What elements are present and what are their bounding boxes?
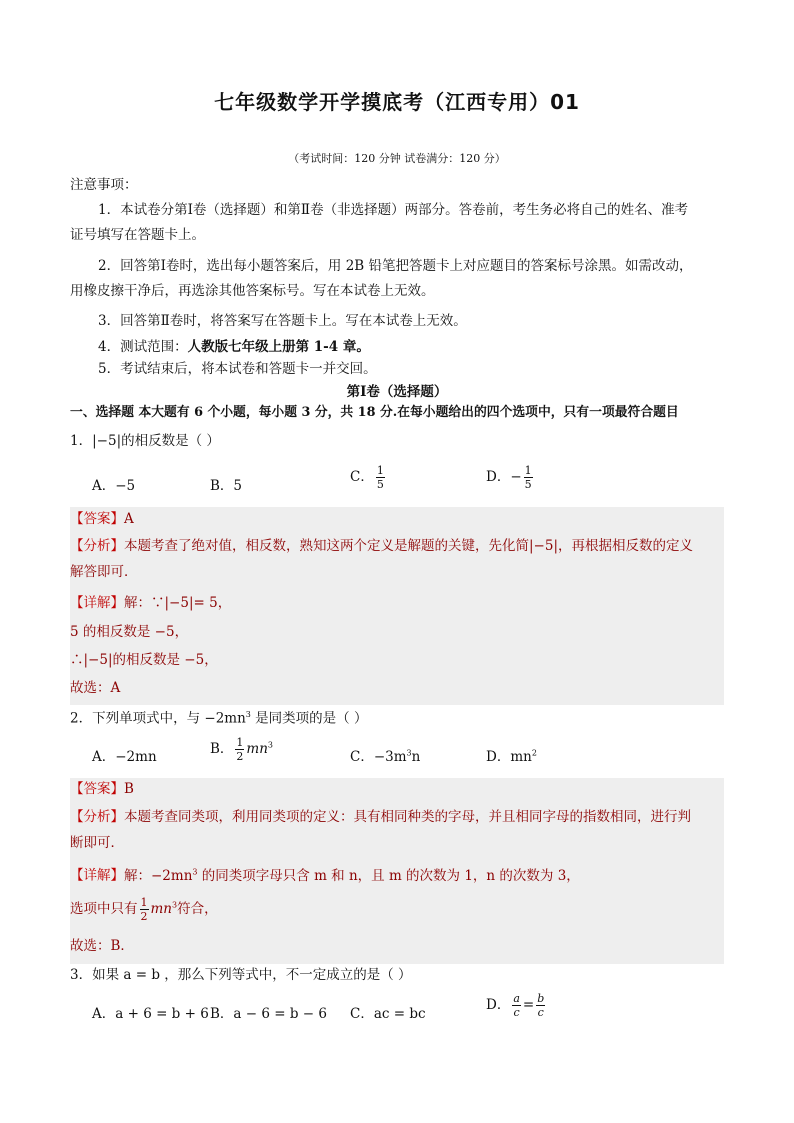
q3-option-c: C．ac = bc (350, 1006, 426, 1022)
q2-detail-fraction: $\frac{1}{2}$ (140, 896, 148, 923)
q1-option-d: D．− $\frac{1}{5}$ (486, 464, 532, 491)
q1-option-a: A．−5 (92, 478, 136, 494)
section-instruction: 一、选择题 本大题有 6 个小题，每小题 3 分，共 18 分.在每小题给出的四个选项中，只有一项最符合题目 (70, 405, 679, 420)
q1-analysis: 【分析】本题考查了绝对值，相反数，熟知这两个定义是解题的关键，先化简|−5|，再根据相反数的定义 (70, 538, 693, 554)
q1-detail-line-3: ∴|−5|的相反数是 −5， (70, 652, 218, 668)
q1-analysis-cont: 解答即可． (70, 564, 138, 580)
q1-detail: 【详解】解：∵|−5|= 5， (70, 595, 232, 611)
q1-detail-line-2: 5 的相反数是 −5， (70, 624, 189, 640)
notice-item-4-label: 4．测试范围： (98, 339, 188, 355)
q2-answer: 【答案】B (70, 781, 134, 797)
q2-option-a: A．−2mn (92, 749, 157, 765)
q2-option-b: B． $\frac{1}{2}$ $mn^3$ (210, 736, 274, 763)
notice-item-4 (70, 338, 370, 356)
q3-option-b: B．a − 6 = b − 6 (210, 1006, 327, 1022)
q2-option-d: D．$mn^2$ (486, 748, 537, 765)
q1-option-c: C． $\frac{1}{5}$ (350, 464, 384, 491)
question-3-stem: 3．如果 a = b ，那么下列等式中，不一定成立的是（ ） (70, 967, 412, 983)
q3-option-d: D． $\frac{a}{c}$ = $\frac{b}{c}$ (486, 992, 545, 1019)
q2-analysis-cont: 断即可． (70, 835, 124, 851)
q1-detail-line-4: 故选：A (70, 680, 121, 696)
question-1-stem: 1．|−5|的相反数是（ ） (70, 433, 220, 449)
notice-item-1: 1．本试卷分第Ⅰ卷（选择题）和第Ⅱ卷（非选择题）两部分。答卷前，考生务必将自己的姓名、准考 (98, 202, 689, 218)
notice-heading: 注意事项： (70, 177, 138, 193)
q2-option-b-fraction: $\frac{1}{2}$ (236, 736, 244, 763)
section-title: 第Ⅰ卷（选择题） (346, 384, 448, 400)
notice-item-2-cont: 用橡皮擦干净后，再选涂其他答案标号。写在本试卷上无效。 (70, 283, 435, 299)
q3-option-d-fraction-b: $\frac{b}{c}$ (537, 992, 545, 1019)
q3-option-a: A．a + 6 = b + 6 (92, 1006, 209, 1022)
notice-item-5: 5．考试结束后，将本试卷和答题卡一并交回。 (98, 361, 377, 377)
notice-item-3: 3．回答第Ⅱ卷时，将答案写在答题卡上。写在本试卷上无效。 (98, 313, 467, 329)
q1-option-b: B．5 (210, 478, 243, 494)
q2-option-c: C．$-3m^3n$ (350, 748, 421, 765)
notice-item-1-cont: 证号填写在答题卡上。 (70, 227, 205, 243)
notice-item-2: 2．回答第Ⅰ卷时，选出每小题答案后，用 2B 铅笔把答题卡上对应题目的答案标号涂黑。如需改动， (98, 258, 693, 274)
q2-detail-line-3: 故选：B． (70, 938, 134, 954)
q1-option-d-fraction: $\frac{1}{5}$ (524, 464, 532, 491)
exam-info: （考试时间：120 分钟 试卷满分：120 分） (288, 152, 506, 165)
page-title: 七年级数学开学摸底考（江西专用）01 (214, 90, 580, 114)
q2-detail: 【详解】解：$-2mn^3$ 的同类项字母只含 m 和 n，且 m 的次数为 1，n 的次数为 3， (70, 867, 580, 884)
q2-detail-line-2: 选项中只有 $\frac{1}{2}$ $mn^3$符合， (70, 896, 218, 923)
q2-analysis: 【分析】本题考查同类项，利用同类项的定义：具有相同种类的字母，并且相同字母的指数相同，进行判 (70, 809, 691, 825)
q1-option-c-fraction: $\frac{1}{5}$ (376, 464, 384, 491)
q3-option-d-fraction-a: $\frac{a}{c}$ (513, 992, 520, 1019)
q1-answer: 【答案】A (70, 511, 134, 527)
question-2-stem: 2．下列单项式中，与 $-2mn^3$ 是同类项的是（ ） (70, 710, 368, 727)
notice-item-4-range: 人教版七年级上册第 1-4 章。 (187, 339, 370, 355)
